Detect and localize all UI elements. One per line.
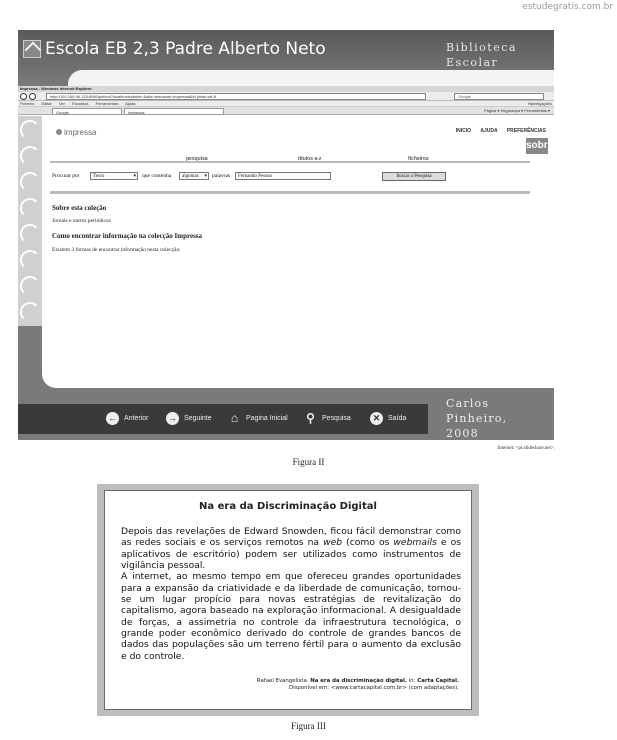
nav-saida[interactable]: ✕ Saída xyxy=(370,412,406,425)
figure-3-caption: Figura III xyxy=(291,721,326,731)
tab-impressa[interactable]: Impressa xyxy=(124,108,224,115)
close-icon: ✕ xyxy=(370,412,383,425)
arrow-left-icon: ← xyxy=(108,413,117,423)
back-icon[interactable] xyxy=(20,93,27,100)
browser-title-bar: Impressa - Windows Internet Explorer xyxy=(18,86,554,92)
search-icon: ⚲ xyxy=(306,411,315,425)
figure-3-frame xyxy=(97,484,479,716)
article-paragraph-2: A internet, ao mesmo tempo em que ofereceu grandes oportunidades para a expansão da criatividade e da liberdade de comunicação, tornou-se um lugar propício para novas estratégias de revitalização do capitalismo, agora baseado na exploração informacional. A desigualdade de forças, a assimetria no controle da infraestrutura tecnológica, o grande poder econômico derivado do controle de grandes bancos de dados das populações são um terreno fértil para o aumento da exclusão e do controle. xyxy=(121,571,461,662)
home-icon: ⌂ xyxy=(230,411,239,425)
address-bar xyxy=(18,92,554,101)
top-links xyxy=(448,128,546,134)
slide-nav-bar xyxy=(18,404,428,434)
url-input[interactable]: http://192.168.96.133:8080/pdfxml?localhostsubsite=&site=aleoacao=imprensa&id-pitas=utf-8 xyxy=(46,93,426,100)
link-ajuda[interactable]: AJUDA xyxy=(480,128,498,134)
browser-window xyxy=(18,86,554,326)
tab-titulos[interactable]: títulos a-z xyxy=(298,156,322,162)
article-citation: Rafael Evangelista. Na era da discriminação digital. In: Carta Capital. Disponível em: <www.cartacapital.com.br> (com adaptações). xyxy=(256,678,459,691)
nav-pagina-inicial[interactable]: ⌂ Pagina Inicial xyxy=(228,412,288,425)
tab-google[interactable]: Google xyxy=(52,108,122,115)
nav-seguinte[interactable]: → Seguinte xyxy=(168,413,212,423)
browser-search-input[interactable]: Google xyxy=(454,93,544,100)
browser-tabs xyxy=(18,107,554,115)
field-select[interactable]: Texto ▾ xyxy=(90,172,138,180)
menu-ver[interactable]: Ver xyxy=(58,101,65,106)
browser-tools[interactable]: Página ▾ Segurança ▾ Ferramentas ▾ xyxy=(483,108,550,113)
article-box xyxy=(104,490,472,710)
impressa-logo[interactable]: impressa xyxy=(56,128,96,137)
library-title: Biblioteca Escolar xyxy=(446,41,517,69)
sobre-badge: sobre xyxy=(526,138,548,154)
search-terms-input[interactable]: Fernando Pessoa xyxy=(235,172,331,180)
nav-anterior[interactable]: ← Anterior xyxy=(108,413,149,423)
menu-ferramentas[interactable]: Ferramentas xyxy=(95,101,119,106)
text-jornais: Jornais e outros periódicos xyxy=(52,218,111,224)
text-existem: Existem 3 formas de encontrar informação nesta colecção: xyxy=(52,247,181,253)
decorative-swirl xyxy=(18,116,42,326)
article-body xyxy=(121,526,461,662)
menu-favoritos[interactable]: Favoritos xyxy=(72,101,89,106)
footer-curve xyxy=(42,326,554,388)
separator-bar xyxy=(50,191,530,194)
nav-pesquisa[interactable]: ⚲ Pesquisa xyxy=(304,412,351,425)
link-inicio[interactable]: INICIO xyxy=(455,128,471,134)
arrow-right-icon: → xyxy=(168,413,177,423)
school-title: Escola EB 2,3 Padre Alberto Neto xyxy=(45,39,326,59)
school-logo-icon xyxy=(23,40,41,58)
link-preferencias[interactable]: PREFERÊNCIAS xyxy=(506,128,546,134)
menu-ficheiro[interactable]: Ficheiro xyxy=(20,101,35,106)
slide-figure-2 xyxy=(18,30,554,440)
heading-sobre-colecao: Sobre esta coleção xyxy=(52,204,107,212)
hiperligacoes-link[interactable]: Hiperligações xyxy=(527,101,552,106)
article-paragraph-1: Depois das revelações de Edward Snowden, ficou fácil demonstrar como as redes sociais e os serviços remotos na web (como os webmails e os aplicativos de escritório) podem ser utilizados como instrumentos de vigilância pessoal. xyxy=(121,526,462,572)
web-page xyxy=(18,116,554,326)
tab-pesquisa[interactable]: pesquisa xyxy=(186,156,208,162)
article-title: Na era da Discriminação Digital xyxy=(199,501,377,512)
menu-ajuda[interactable]: Ajuda xyxy=(125,101,136,106)
heading-como-encontrar: Como encontrar informação na colecção Impressa xyxy=(52,232,203,240)
header-curve xyxy=(68,70,554,86)
author-credit: Carlos Pinheiro, 2008 xyxy=(446,397,508,440)
menu-editar[interactable]: Editar xyxy=(41,101,52,106)
tab-ficheiros[interactable]: ficheiros xyxy=(408,156,429,162)
page-tabs xyxy=(50,156,530,163)
figure-2-source: Internet: <pt.slideshare.net>. xyxy=(497,446,555,451)
slide-footer xyxy=(18,326,554,440)
watermark: estudegratis.com.br xyxy=(522,2,613,12)
qualifier-select[interactable]: algumas ▾ xyxy=(179,172,209,180)
forward-icon[interactable] xyxy=(29,93,36,100)
search-form: Procurar por Texto ▾ que contenha algumas ▾ palavras Fernando Pessoa Iniciar a Pesquisa xyxy=(52,172,552,181)
figure-2-caption: Figura II xyxy=(292,457,325,467)
search-button[interactable]: Iniciar a Pesquisa xyxy=(382,172,446,181)
slide-header xyxy=(18,30,554,86)
